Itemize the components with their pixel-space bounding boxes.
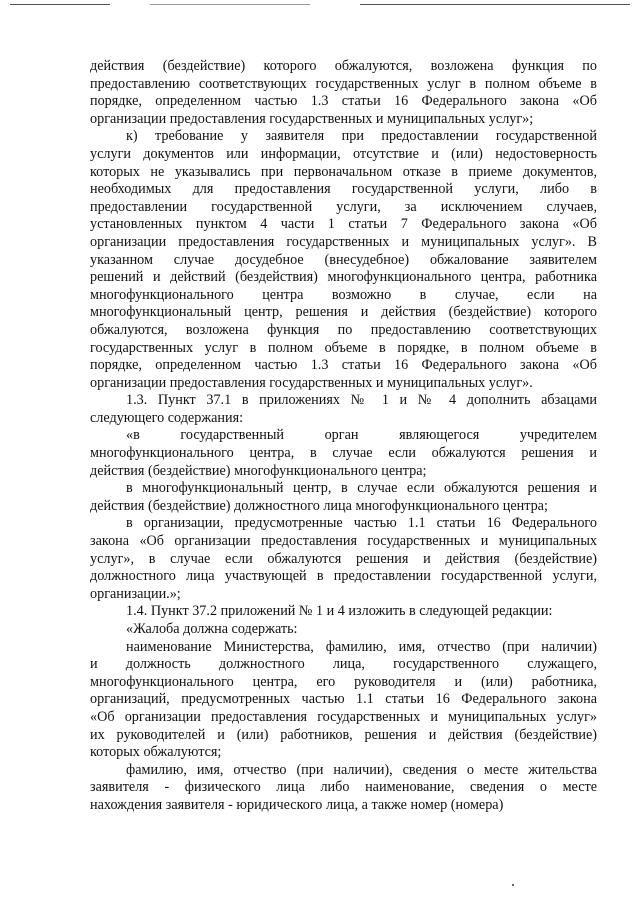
- text-line: необходимых для предоставления государственной услуги, либо в: [90, 181, 597, 198]
- text-line: организации предоставления государственных и муниципальных услуг».: [90, 374, 533, 391]
- text-line: предоставлению соответствующих государственных услуг в полном объеме в: [90, 75, 597, 92]
- text-line: в организации, предусмотренные частью 1.1 статьи 16 Федерального: [126, 515, 597, 532]
- text-line: порядке, определенном частью 1.3 статьи 16 Федерального закона «Об: [90, 357, 597, 374]
- text-line: действия (бездействие) многофункционального центра;: [90, 462, 427, 479]
- text-line: порядке, определенном частью 1.3 статьи 16 Федерального закона «Об: [90, 93, 597, 110]
- scan-edge-line: [10, 4, 110, 5]
- scan-dot: [512, 884, 514, 886]
- paragraph-p14: [90, 603, 597, 621]
- text-line: которых не указывались при первоначальном отказе в приеме документов,: [90, 163, 597, 180]
- text-line: многофункциональный центр, решения и действия (бездействие) которого: [90, 304, 597, 321]
- text-line: действия (бездействие) которого обжалуются, возложена функция по: [90, 58, 597, 74]
- paragraph-q5: [90, 639, 597, 762]
- text-line: следующего содержания:: [90, 409, 244, 426]
- text-line: организации.»;: [90, 585, 181, 602]
- text-line: решений и действий (бездействия) многофункционального центра, работника: [90, 269, 597, 286]
- text-line: услуг», в случае если обжалуются решения и действия (бездействие): [90, 550, 597, 567]
- text-line: к) требование у заявителя при предоставлении государственной: [126, 128, 597, 145]
- text-line: многофункционального центра, его руководителя и (или) работника,: [90, 673, 597, 690]
- text-line: нахождения заявителя - юридического лица, а также номер (номера): [90, 796, 504, 813]
- paragraph-p13: [90, 392, 597, 427]
- text-line: установленных пунктом 4 части 1 статьи 7 Федерального закона «Об: [90, 216, 597, 233]
- text-line: в многофункциональный центр, в случае если обжалуются решения и: [126, 480, 597, 497]
- paragraph-q6: [90, 762, 597, 815]
- text-line: наименование Министерства, фамилию, имя, отчество (при наличии): [126, 638, 597, 655]
- text-line: государственных услуг в полном объеме в порядке, в полном объеме в: [90, 339, 597, 356]
- text-line: 1.4. Пункт 37.2 приложений № 1 и 4 изложить в следующей редакции:: [126, 603, 553, 620]
- text-line: многофункционального центра, в случае если обжалуются решения и: [90, 445, 597, 462]
- text-line: которых обжалуются;: [90, 744, 222, 761]
- text-line: закона «Об организации предоставления государственных и муниципальных: [90, 533, 597, 550]
- scan-edge-line: [150, 4, 310, 5]
- paragraph-q2: [90, 480, 597, 515]
- text-line: фамилию, имя, отчество (при наличии), сведения о месте жительства: [126, 761, 597, 778]
- paragraph-cont: [90, 58, 597, 128]
- text-line: и должность должностного лица, государственного служащего,: [90, 656, 597, 673]
- text-line: «Жалоба должна содержать:: [126, 621, 298, 637]
- text-line: заявителя - физического лица либо наименование, сведения о месте: [90, 779, 597, 796]
- paragraph-q1: [90, 427, 597, 480]
- paragraph-q3: [90, 515, 597, 603]
- text-line: действия (бездействие) должностного лица многофункционального центра;: [90, 497, 548, 514]
- text-line: должностного лица участвующей в предоставлении государственной услуги,: [90, 568, 597, 585]
- text-line: организации предоставления государственных и муниципальных услуг». В: [90, 233, 597, 250]
- paragraph-k: [90, 128, 597, 392]
- text-line: многофункционального центра возможно в случае, если на: [90, 286, 597, 303]
- text-line: услуги документов или информации, отсутствие и (или) недостоверность: [90, 145, 597, 162]
- text-line: их руководителей и (или) работников, решения и действия (бездействие): [90, 726, 597, 743]
- text-line: организаций, предусмотренных частью 1.1 статьи 16 Федерального закона: [90, 691, 597, 708]
- text-line: указанном случае досудебное (внесудебное) обжалование заявителем: [90, 251, 597, 268]
- document-body: [90, 58, 597, 815]
- scan-edge-line: [360, 4, 630, 5]
- text-line: «в государственный орган являющегося учредителем: [126, 427, 597, 444]
- text-line: обжалуются, возложена функция по предоставлению соответствующих: [90, 321, 597, 338]
- text-line: предоставлении государственной услуги, за исключением случаев,: [90, 198, 597, 215]
- paragraph-q4: [90, 621, 597, 639]
- text-line: 1.3. Пункт 37.1 в приложениях № 1 и № 4 дополнить абзацами: [126, 392, 597, 409]
- text-line: «Об организации предоставления государственных и муниципальных услуг»: [90, 708, 597, 725]
- text-line: организации предоставления государственных и муниципальных услуг»;: [90, 110, 534, 127]
